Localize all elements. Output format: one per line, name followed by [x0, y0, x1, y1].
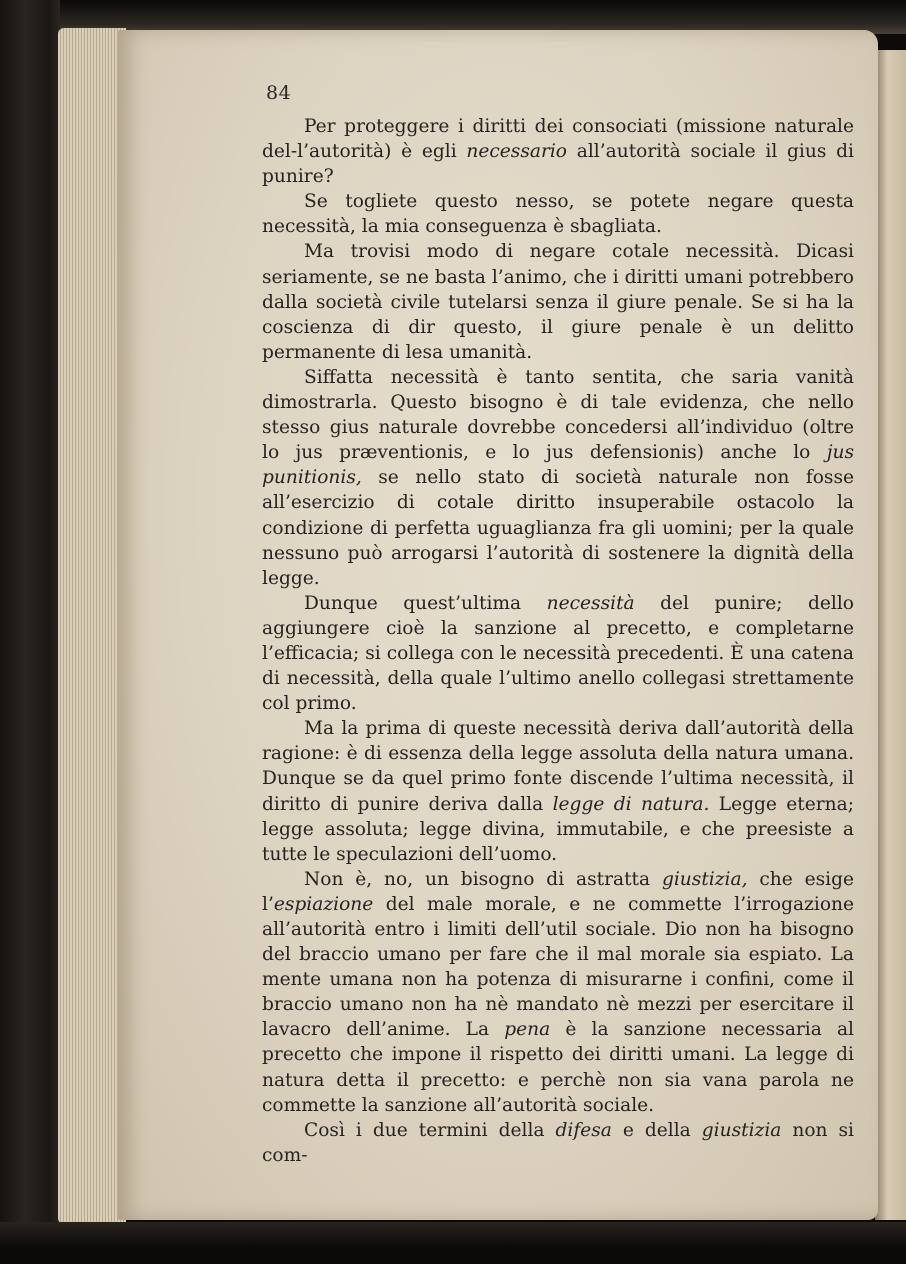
- paragraph: [262, 114, 854, 189]
- text-run: Ma trovisi modo di negare cotale necessità. Dicasi seriamente, se ne basta l’animo, che i diritti umani potrebbero dalla società civile tutelarsi senza il giure penale. Se si ha la coscienza di dir questo, il giure penale è un delitto permanente di lesa umanità.: [262, 241, 854, 363]
- italic-text: pena: [504, 1019, 551, 1041]
- text-run: all’autorità sociale il gius di punire?: [262, 141, 854, 188]
- paragraph: [262, 365, 854, 591]
- page-block-edges: [58, 28, 126, 1224]
- paragraph: [262, 591, 854, 716]
- text-run: del punire; dello aggiungere cioè la sanzione al precetto, e completarne l’efficacia; si collega con le necessità precedenti. È una catena di necessità, della quale l’ultimo anello collegasi strettamente col primo.: [262, 592, 854, 715]
- italic-text: jus punitionis,: [262, 442, 854, 489]
- italic-text: necessità: [546, 592, 635, 614]
- book-cover-top: [60, 0, 906, 34]
- text-run: e della: [611, 1119, 702, 1141]
- paragraph: [262, 189, 854, 239]
- text-run: non si com-: [262, 1119, 855, 1166]
- text-run: se nello stato di società naturale non fosse all’esercizio di cotale diritto insuperabile ostacolo la condizione di perfetta uguaglianza fra gli uomini; per la quale nessuno può arrogarsi l’autorità di sostenere la dignità della legge.: [262, 467, 854, 589]
- text-run: del male morale, e ne commette l’irrogazione all’autorità entro i limiti dell’util sociale. Dio non ha bisogno del braccio umano per fare che il mal morale sia espiato. La mente umana non ha potenza di misurarne i confini, come il braccio umano non ha nè mandato nè mezzi per esercitare il lavacro dell’anime. La: [262, 893, 854, 1041]
- text-run: Così i due termini della: [304, 1119, 556, 1141]
- page-text-body: [262, 114, 854, 1168]
- page-number: 84: [266, 82, 292, 104]
- text-run: Non è, no, un bisogno di astratta: [304, 868, 662, 890]
- book-cover-bottom: [0, 1222, 906, 1264]
- text-run: Per proteggere i diritti dei consociati (missione naturale del-l’autorità) è egli: [262, 116, 854, 163]
- paragraph: [262, 867, 854, 1118]
- italic-text: necessario: [466, 141, 568, 163]
- text-run: Dunque quest’ultima: [304, 592, 547, 614]
- italic-text: giustizia,: [661, 868, 748, 890]
- text-run: Ma la prima di queste necessità deriva dall’autorità della ragione: è di essenza della legge assoluta della natura umana. Dunque se da quel primo fonte discende l’ultima necessità, il diritto di punire deriva dalla: [262, 718, 854, 815]
- text-run: è la sanzione necessaria al precetto che impone il rispetto dei diritti umani. La legge di natura detta il precetto: e perchè non sia vana parola ne commette la sanzione all’autorità sociale.: [262, 1019, 854, 1116]
- paragraph: [262, 239, 854, 364]
- text-run: che esige l’: [262, 868, 854, 915]
- paragraph: [262, 716, 854, 867]
- text-run: Legge eterna; legge assoluta; legge divina, immutabile, e che preesiste a tutte le speculazioni dell’uomo.: [262, 793, 854, 865]
- italic-text: legge di natura.: [552, 793, 710, 815]
- paragraph: [262, 1118, 854, 1168]
- facing-page-edge: [875, 50, 906, 1220]
- italic-text: difesa: [555, 1119, 612, 1141]
- italic-text: giustizia: [701, 1119, 782, 1141]
- italic-text: espiazione: [273, 893, 374, 915]
- text-run: Se togliete questo nesso, se potete negare questa necessità, la mia conseguenza è sbagliata.: [262, 191, 854, 238]
- text-run: Siffatta necessità è tanto sentita, che saria vanità dimostrarla. Questo bisogno è di tale evidenza, che nello stesso gius naturale dovrebbe concedersi all’individuo (oltre lo jus præventionis, e lo jus defensionis) anche lo: [262, 366, 854, 464]
